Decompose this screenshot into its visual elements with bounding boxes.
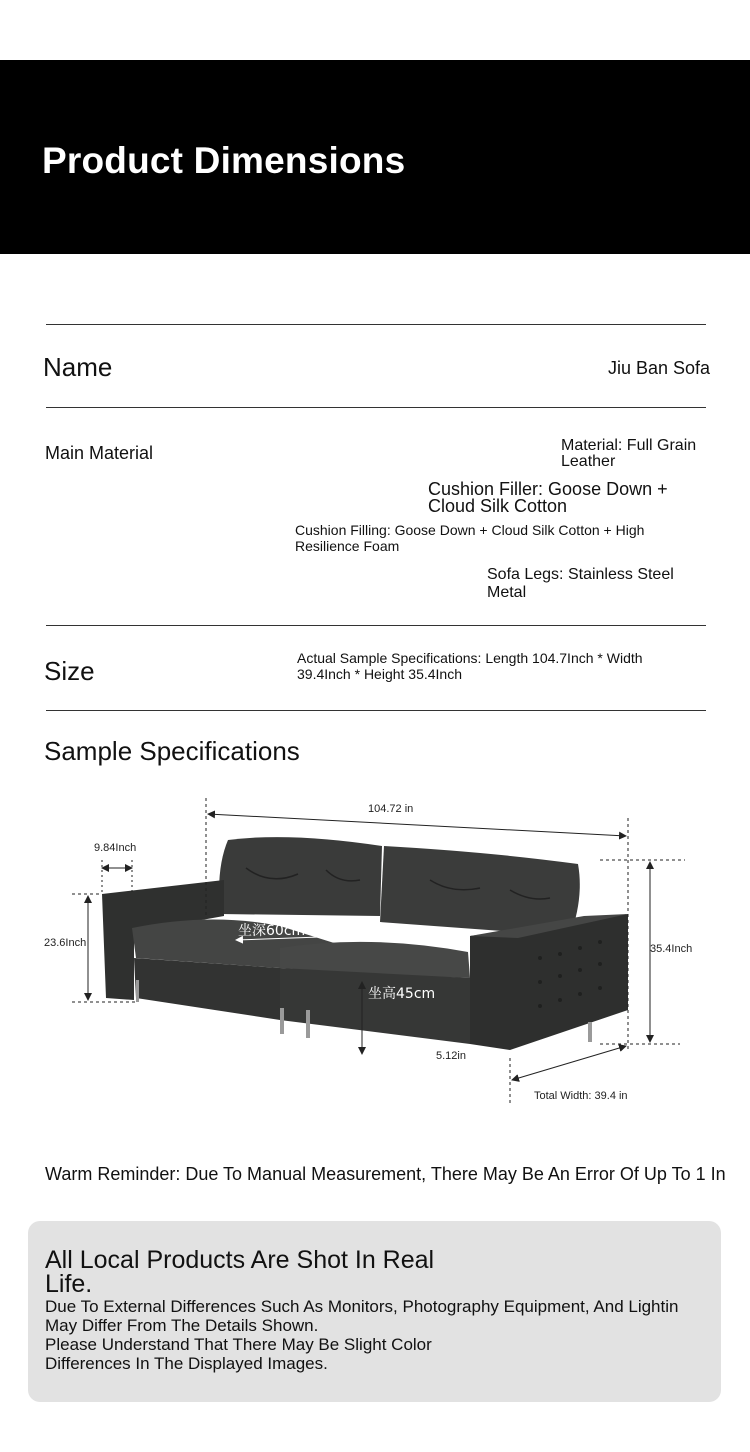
disclaimer-title: All Local Products Are Shot In Real Life. xyxy=(45,1246,435,1298)
size-value: Actual Sample Specifications: Length 104.7Inch * Width 39.4Inch * Height 35.4Inch xyxy=(297,650,643,682)
dim-total-width: Total Width: 39.4 in xyxy=(534,1090,628,1102)
size-label: Size xyxy=(44,656,95,686)
name-value: Jiu Ban Sofa xyxy=(608,358,711,378)
disclaimer-line: Due To External Differences Such As Monitors, Photography Equipment, And Lightin xyxy=(45,1297,679,1316)
divider xyxy=(46,324,706,325)
page-title: Product Dimensions xyxy=(42,140,406,181)
material-label: Main Material xyxy=(45,443,154,463)
disclaimer-line: Differences In The Displayed Images. xyxy=(45,1354,328,1373)
divider xyxy=(46,625,706,626)
dim-length: 104.72 in xyxy=(368,803,414,815)
dim-height: 35.4Inch xyxy=(650,943,693,955)
divider xyxy=(46,710,706,711)
sofa-illustration xyxy=(102,837,628,1050)
dim-leg-height: 5.12in xyxy=(436,1050,466,1062)
material-value-cushion-filling: Cushion Filling: Goose Down + Cloud Silk Cotton + High Resilience Foam xyxy=(295,522,645,554)
warm-reminder: Warm Reminder: Due To Manual Measurement, There May Be An Error Of Up To 1 In xyxy=(45,1164,726,1184)
dim-seat-depth: 坐深60cm xyxy=(238,923,306,939)
dim-arm-width: 9.84Inch xyxy=(94,842,137,854)
dim-arm-height: 23.6Inch xyxy=(44,937,87,949)
disclaimer-body xyxy=(45,1297,750,1373)
divider xyxy=(46,407,706,408)
dim-seat-height: 坐高45cm xyxy=(368,986,436,1002)
disclaimer-line: Please Understand That There May Be Slight Color xyxy=(45,1335,432,1354)
disclaimer-line: May Differ From The Details Shown. xyxy=(45,1316,319,1335)
material-value-leather: Material: Full Grain Leather xyxy=(561,437,697,470)
material-value-legs: Sofa Legs: Stainless Steel Metal xyxy=(487,566,674,601)
sofa-dimension-diagram xyxy=(40,788,730,1118)
material-value-cushion-filler: Cushion Filler: Goose Down + Cloud Silk Cotton xyxy=(428,479,668,516)
name-label: Name xyxy=(43,352,113,382)
sample-title: Sample Specifications xyxy=(44,736,300,766)
